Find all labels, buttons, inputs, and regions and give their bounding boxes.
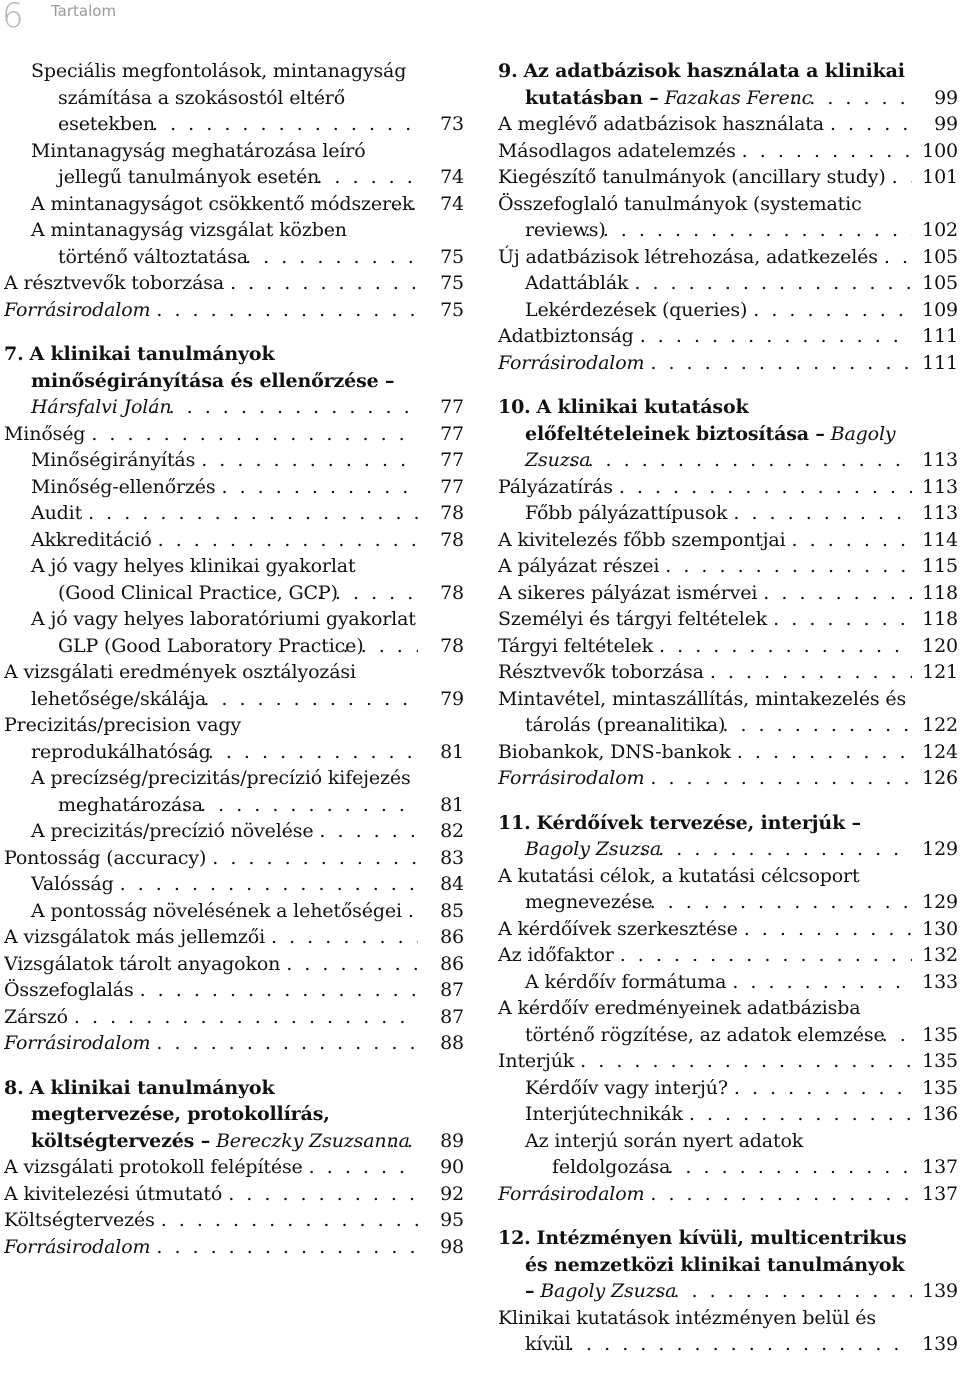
entry-page-number: 82 xyxy=(440,820,464,842)
entry-title: A kutatási célok, a kutatási célcsoport megnevezése xyxy=(498,864,860,913)
entry-title: Személyi és tárgyi feltételek xyxy=(498,608,768,630)
toc-entry[interactable] xyxy=(498,765,958,792)
chapter-heading xyxy=(498,1225,912,1305)
toc-entry[interactable] xyxy=(498,474,958,501)
toc-entry[interactable] xyxy=(4,1207,464,1234)
chapter-title: Kérdőívek tervezése, interjúk – xyxy=(536,811,861,834)
entry-page-number: 118 xyxy=(922,581,958,604)
entry-title: A vizsgálatok más jellemzői xyxy=(4,926,266,948)
entry-page-number: 85 xyxy=(440,899,464,922)
toc-entry[interactable] xyxy=(498,1101,958,1128)
chapter-author: Bagoly Zsuzsa xyxy=(525,838,662,860)
entry-page-number: 135 xyxy=(922,1076,958,1099)
entry-page-number: 84 xyxy=(440,873,464,895)
toc-entry[interactable] xyxy=(4,58,464,138)
entry-page-number: 129 xyxy=(922,838,958,860)
toc-entry[interactable] xyxy=(4,606,464,659)
entry-title: Résztvevők toborzása xyxy=(498,661,704,683)
entry-title: A kivitelezési útmutató xyxy=(4,1182,223,1205)
entry-title: Összefoglalás xyxy=(4,979,134,1001)
entry-page-number: 130 xyxy=(922,917,958,940)
toc-entry[interactable] xyxy=(498,297,958,324)
toc-entry[interactable] xyxy=(4,527,464,554)
entry-title: Adatbiztonság xyxy=(498,325,634,347)
entry-page-number: 124 xyxy=(922,740,958,763)
entry-title: Költségtervezés xyxy=(4,1209,155,1231)
entry-title: A precízség/precizitás/precízió kifejezés meghatározása xyxy=(31,767,411,816)
entry-title: A kivitelezés főbb szempontjai xyxy=(498,528,786,551)
entry-title: A mintanagyság vizsgálat közben történő változtatása xyxy=(31,219,347,268)
toc-chapter-entry[interactable] xyxy=(4,1075,464,1155)
toc-entry[interactable] xyxy=(4,1234,464,1261)
entry-page-number: 90 xyxy=(440,1156,464,1178)
toc-entry[interactable] xyxy=(498,270,958,297)
entry-title: Valósság xyxy=(31,873,114,895)
toc-entry[interactable] xyxy=(4,818,464,845)
chapter-number: 9. xyxy=(498,60,518,82)
entry-page-number: 135 xyxy=(922,1050,958,1072)
entry-page-number: 78 xyxy=(440,581,464,604)
chapter-title: A klinikai tanulmányok minőségirányítása és ellenőrzése – xyxy=(29,343,395,392)
toc-chapter-entry[interactable] xyxy=(498,810,958,863)
entry-title: Audit xyxy=(31,502,83,524)
entry-title: A jó vagy helyes laboratóriumi gyakorlat GLP (Good Laboratory Practice) xyxy=(31,608,416,657)
entry-title: Adattáblák xyxy=(525,272,629,294)
toc-entry[interactable] xyxy=(4,1004,464,1031)
entry-page-number: 78 xyxy=(440,634,464,657)
chapter-number: 8. xyxy=(4,1076,24,1099)
toc-entry[interactable] xyxy=(498,527,958,554)
toc-entry[interactable] xyxy=(4,270,464,297)
entry-page-number: 75 xyxy=(440,298,464,321)
entry-page-number: 139 xyxy=(922,1333,958,1355)
entry-page-number: 114 xyxy=(922,528,958,551)
entry-page-number: 102 xyxy=(922,219,958,241)
entry-title: Főbb pályázattípusok xyxy=(525,502,728,524)
toc-entry[interactable] xyxy=(498,659,958,686)
chapter-heading xyxy=(498,58,912,111)
entry-page-number: 75 xyxy=(440,245,464,268)
toc-entry[interactable] xyxy=(4,712,464,765)
entry-title: A vizsgálati eredmények osztályozási lehetősége/skálája xyxy=(4,661,356,710)
entry-page-number: 95 xyxy=(440,1209,464,1231)
entry-page-number: 115 xyxy=(922,555,958,577)
entry-page-number: 77 xyxy=(440,396,464,418)
toc-entry[interactable] xyxy=(4,500,464,527)
entry-page-number: 111 xyxy=(922,351,958,374)
entry-page-number: 86 xyxy=(440,952,464,975)
entry-page-number: 137 xyxy=(922,1156,958,1178)
entry-page-number: 120 xyxy=(922,634,958,657)
chapter-number: 12. xyxy=(498,1227,531,1249)
toc-entry[interactable] xyxy=(498,686,958,739)
entry-title: Minőség xyxy=(4,422,86,445)
entry-page-number: 89 xyxy=(440,1129,464,1152)
chapter-author: Bagoly Zsuzsa xyxy=(525,422,896,471)
entry-page-number: 86 xyxy=(440,926,464,948)
entry-title: Kérdőív vagy interjú? xyxy=(525,1076,728,1099)
entry-page-number: 121 xyxy=(922,661,958,683)
entry-title: Forrásirodalom xyxy=(498,767,645,789)
entry-title: Forrásirodalom xyxy=(4,1235,151,1258)
entry-title: A kérdőív formátuma xyxy=(525,970,727,993)
entry-title: Akkreditáció xyxy=(31,528,152,551)
chapter-heading xyxy=(4,1075,418,1155)
chapter-number: 10. xyxy=(498,396,531,418)
toc-entry[interactable] xyxy=(498,1048,958,1075)
entry-page-number: 83 xyxy=(440,846,464,869)
entry-page-number: 74 xyxy=(440,166,464,188)
toc-entry[interactable] xyxy=(498,580,958,607)
page-number: 6 xyxy=(2,0,24,36)
entry-title: Forrásirodalom xyxy=(498,351,645,374)
entry-page-number: 77 xyxy=(440,475,464,498)
entry-title: Az időfaktor xyxy=(498,944,614,966)
entry-page-number: 77 xyxy=(440,449,464,471)
toc-entry[interactable] xyxy=(4,191,464,218)
entry-page-number: 135 xyxy=(922,1023,958,1046)
entry-title: Összefoglaló tanulmányok (systematic reviews) xyxy=(498,192,862,241)
entry-page-number: 92 xyxy=(440,1182,464,1205)
entry-title: Zárszó xyxy=(4,1005,68,1028)
chapter-number: 7. xyxy=(4,343,24,365)
toc-entry[interactable] xyxy=(498,164,958,191)
toc-entry[interactable] xyxy=(4,898,464,925)
entry-title: A mintanagyságot csökkentő módszerek xyxy=(31,192,414,215)
entry-page-number: 129 xyxy=(922,891,958,913)
chapter-title: A klinikai tanulmányok megtervezése, protokollírás, költségtervezés – xyxy=(29,1076,330,1152)
entry-title: Forrásirodalom xyxy=(4,298,151,321)
entry-page-number: 77 xyxy=(440,422,464,445)
entry-title: Forrásirodalom xyxy=(4,1032,151,1054)
toc-chapter-entry[interactable] xyxy=(498,394,958,474)
toc-entry[interactable] xyxy=(498,633,958,660)
entry-title: Klinikai kutatások intézményen belül és kívül xyxy=(498,1306,876,1355)
entry-page-number: 75 xyxy=(440,272,464,294)
toc-entry[interactable] xyxy=(4,474,464,501)
toc-chapter-entry[interactable] xyxy=(4,341,464,421)
entry-page-number: 133 xyxy=(922,970,958,993)
toc-entry[interactable] xyxy=(4,977,464,1004)
toc-entry[interactable] xyxy=(4,138,464,191)
entry-page-number: 100 xyxy=(922,139,958,162)
toc-entry[interactable] xyxy=(498,1128,958,1181)
toc-entry[interactable] xyxy=(4,765,464,818)
entry-title: A vizsgálati protokoll felépítése xyxy=(4,1156,303,1178)
entry-title: A kérdőívek szerkesztése xyxy=(498,917,738,940)
entry-title: Mintavétel, mintaszállítás, mintakezelés és tárolás (preanalitika) xyxy=(498,687,907,736)
entry-page-number: 132 xyxy=(922,944,958,966)
chapter-title: A klinikai kutatások előfeltételeinek biztosítása – xyxy=(525,396,825,445)
toc-entry[interactable] xyxy=(498,350,958,377)
toc-entry[interactable] xyxy=(498,323,958,350)
chapter-author: Bereczky Zsuzsanna xyxy=(215,1129,410,1152)
toc-chapter-entry[interactable] xyxy=(498,1225,958,1305)
entry-page-number: 105 xyxy=(922,272,958,294)
toc-entry[interactable] xyxy=(498,244,958,271)
toc-entry[interactable] xyxy=(498,553,958,580)
toc-entry[interactable] xyxy=(4,1030,464,1057)
chapter-author: Fazakas Ferenc xyxy=(664,86,813,109)
entry-page-number: 99 xyxy=(934,113,958,135)
toc-chapter-entry[interactable] xyxy=(498,58,958,111)
entry-title: Biobankok, DNS-bankok xyxy=(498,740,731,763)
toc-entry[interactable] xyxy=(498,942,958,969)
entry-title: Másodlagos adatelemzés xyxy=(498,139,736,162)
toc-entry[interactable] xyxy=(498,863,958,916)
entry-page-number: 113 xyxy=(922,449,958,471)
chapter-heading xyxy=(4,341,418,421)
toc-entry[interactable] xyxy=(498,191,958,244)
toc-entry[interactable] xyxy=(498,969,958,996)
entry-page-number: 113 xyxy=(922,475,958,498)
entry-page-number: 122 xyxy=(922,714,958,736)
chapter-author: Bagoly Zsuzsa xyxy=(540,1280,677,1302)
entry-title: A meglévő adatbázisok használata xyxy=(498,113,824,135)
toc-entry[interactable] xyxy=(498,916,958,943)
entry-page-number: 78 xyxy=(440,528,464,551)
entry-title: Interjúk xyxy=(498,1050,575,1072)
entry-title: A kérdőív eredményeinek adatbázisba történő rögzítése, az adatok elemzése xyxy=(498,997,885,1046)
toc-entry[interactable] xyxy=(498,739,958,766)
toc-entry[interactable] xyxy=(4,447,464,474)
chapter-title: Intézményen kívüli, multicentrikus és nemzetközi klinikai tanulmányok – xyxy=(525,1227,907,1302)
entry-title: A precizitás/precízió növelése xyxy=(31,820,314,842)
entry-page-number: 78 xyxy=(440,502,464,524)
chapter-title: Az adatbázisok használata a klinikai kutatásban – xyxy=(523,60,905,109)
toc-entry[interactable] xyxy=(4,871,464,898)
toc-entry[interactable] xyxy=(4,659,464,712)
entry-title: Kiegészítő tanulmányok (ancillary study) xyxy=(498,166,886,188)
entry-page-number: 79 xyxy=(440,687,464,710)
entry-page-number: 137 xyxy=(922,1182,958,1205)
entry-page-number: 98 xyxy=(440,1235,464,1258)
toc-entry[interactable] xyxy=(4,924,464,951)
entry-page-number: 118 xyxy=(922,608,958,630)
entry-page-number: 81 xyxy=(440,793,464,816)
entry-title: A pályázat részei xyxy=(498,555,660,577)
chapter-heading xyxy=(498,394,912,474)
chapter-heading xyxy=(498,810,912,863)
entry-title: Precizitás/precision vagy reprodukálhatóság xyxy=(4,714,241,763)
entry-title: A résztvevők toborzása xyxy=(4,272,225,294)
toc-right-column xyxy=(498,58,958,1358)
entry-page-number: 113 xyxy=(922,502,958,524)
entry-title: Interjútechnikák xyxy=(525,1103,683,1125)
toc-entry[interactable] xyxy=(498,995,958,1048)
toc-entry[interactable] xyxy=(4,1181,464,1208)
entry-page-number: 99 xyxy=(934,86,958,109)
toc-entry[interactable] xyxy=(498,138,958,165)
entry-title: Pontosság (accuracy) xyxy=(4,846,207,869)
entry-page-number: 109 xyxy=(922,298,958,321)
toc-entry[interactable] xyxy=(4,421,464,448)
entry-title: Lekérdezések (queries) xyxy=(525,298,748,321)
entry-title: Forrásirodalom xyxy=(498,1182,645,1205)
entry-title: Új adatbázisok létrehozása, adatkezelés xyxy=(498,245,878,268)
entry-page-number: 73 xyxy=(440,113,464,135)
entry-page-number: 136 xyxy=(922,1103,958,1125)
toc-entry[interactable] xyxy=(4,217,464,270)
entry-page-number: 88 xyxy=(440,1032,464,1054)
entry-page-number: 87 xyxy=(440,979,464,1001)
entry-title: Az interjú során nyert adatok feldolgozása xyxy=(525,1129,804,1178)
running-title: Tartalom xyxy=(51,2,117,20)
toc-entry[interactable] xyxy=(4,845,464,872)
entry-title: Mintanagyság meghatározása leíró jellegű tanulmányok esetén xyxy=(31,139,366,188)
toc-entry[interactable] xyxy=(498,500,958,527)
toc-entry[interactable] xyxy=(498,1305,958,1358)
entry-title: Minőségirányítás xyxy=(31,449,196,471)
chapter-author: Hársfalvi Jolán xyxy=(31,396,172,418)
toc-entry[interactable] xyxy=(4,297,464,324)
chapter-number: 11. xyxy=(498,811,531,834)
entry-page-number: 139 xyxy=(922,1280,958,1302)
toc-entry[interactable] xyxy=(4,553,464,606)
toc-entry[interactable] xyxy=(498,1181,958,1208)
entry-page-number: 126 xyxy=(922,767,958,789)
entry-page-number: 111 xyxy=(922,325,958,347)
toc-entry[interactable] xyxy=(498,606,958,633)
toc-entry[interactable] xyxy=(4,1154,464,1181)
entry-title: Pályázatírás xyxy=(498,475,613,498)
entry-title: A sikeres pályázat ismérvei xyxy=(498,581,758,604)
entry-page-number: 101 xyxy=(922,166,958,188)
entry-title: Tárgyi feltételek xyxy=(498,634,654,657)
entry-title: A jó vagy helyes klinikai gyakorlat (Good Clinical Practice, GCP) xyxy=(31,555,356,604)
toc-left-column xyxy=(4,58,464,1260)
toc-entry[interactable] xyxy=(4,951,464,978)
entry-page-number: 74 xyxy=(440,192,464,215)
entry-page-number: 105 xyxy=(922,245,958,268)
page-header xyxy=(0,0,960,40)
entry-title: Vizsgálatok tárolt anyagokon xyxy=(4,952,281,975)
entry-title: A pontosság növelésének a lehetőségei xyxy=(31,899,402,922)
entry-title: Speciális megfontolások, mintanagyság számítása a szokásostól eltérő esetekben xyxy=(31,60,407,135)
entry-title: Minőség-ellenőrzés xyxy=(31,475,216,498)
toc-entry[interactable] xyxy=(498,1075,958,1102)
toc-entry[interactable] xyxy=(498,111,958,138)
entry-page-number: 81 xyxy=(440,740,464,763)
entry-page-number: 87 xyxy=(440,1005,464,1028)
